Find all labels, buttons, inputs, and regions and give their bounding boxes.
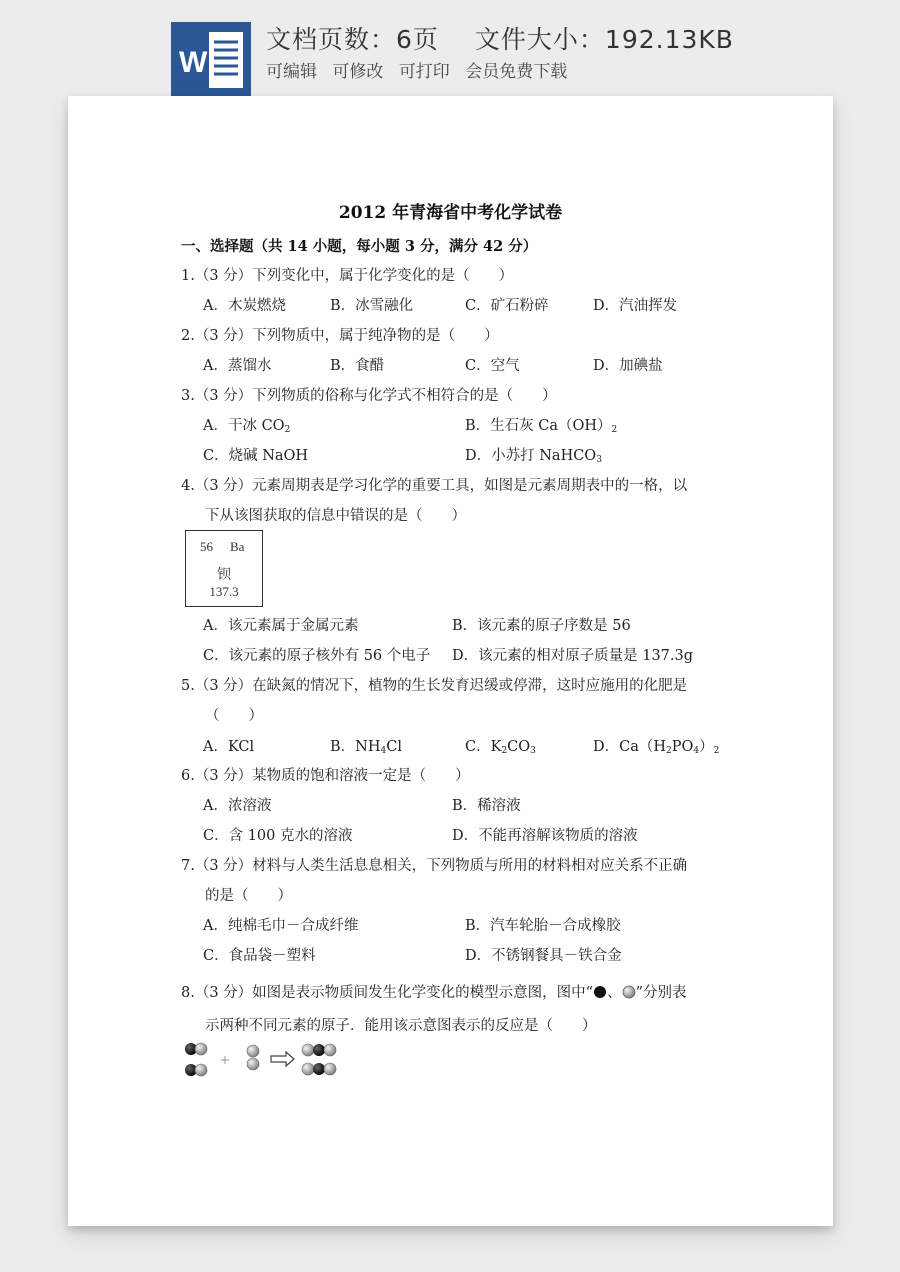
- question-3-option-d: D．小苏打 NaHCO$_3$: [465, 448, 602, 465]
- document-info-header: [0, 0, 900, 96]
- product-molecules: [302, 1044, 336, 1075]
- feature-editable: 可编辑: [266, 62, 317, 82]
- question-5-option-b: B．$NH_4Cl$: [330, 739, 402, 756]
- periodic-table-cell: [185, 530, 263, 607]
- reactant-molecule-1: [185, 1043, 207, 1076]
- question-3-option-b: B．生石灰 $Ca(OH)_2$: [465, 418, 618, 435]
- question-6-option-a: A．浓溶液: [203, 798, 272, 814]
- question-8-stem-cont: 示两种不同元素的原子．能用该示意图表示的反应是（ ）: [205, 1018, 597, 1034]
- word-icon-letter: W: [179, 46, 208, 79]
- question-6-stem: 6.（3 分）某物质的饱和溶液一定是（ ）: [181, 768, 470, 784]
- question-4-option-b: B．该元素的原子序数是 56: [452, 618, 631, 634]
- question-5-option-a: A．KCl: [203, 739, 255, 755]
- question-7-option-a: A．纯棉毛巾－合成纤维: [203, 918, 359, 934]
- question-4-option-c: C．该元素的原子核外有 56 个电子: [203, 648, 431, 664]
- question-2-option-c: C．空气: [465, 358, 520, 374]
- question-1-option-d: D．汽油挥发: [593, 298, 678, 314]
- question-2-option-d: D．加碘盐: [593, 358, 663, 374]
- question-4-option-a: A．该元素属于金属元素: [203, 618, 359, 634]
- document-features: [266, 57, 577, 82]
- question-8-stem: 8.（3 分）如图是表示物质间发生化学变化的模型示意图，图中“ 、 ”分别表: [181, 985, 687, 1001]
- question-7-option-c: C．食品袋－塑料: [203, 948, 316, 964]
- question-6-option-d: D．不能再溶解该物质的溶液: [452, 828, 638, 844]
- feature-free-download: 会员免费下载: [465, 62, 568, 82]
- document-page: [68, 96, 833, 1226]
- question-7-stem: 7.（3 分）材料与人类生活息息相关，下列物质与所用的材料相对应关系不正确: [181, 858, 688, 874]
- question-7-stem-cont: 的是（ ）: [205, 888, 292, 904]
- question-5-stem: 5.（3 分）在缺氮的情况下，植物的生长发育迟缓或停滞，这时应施用的化肥是: [181, 678, 688, 694]
- question-5-option-d: D．$Ca(H_2PO_4)_2$: [593, 739, 720, 756]
- question-4-stem-cont: 下从该图获取的信息中错误的是（ ）: [205, 508, 466, 524]
- question-2-stem: 2.（3 分）下列物质中，属于纯净物的是（ ）: [181, 328, 499, 344]
- atomic-mass: 137.3: [209, 584, 239, 599]
- question-3-option-c: C．烧碱 NaOH: [203, 448, 309, 464]
- document-meta-line: [266, 20, 734, 56]
- question-5-option-c: C．$K_2CO_3$: [465, 739, 536, 756]
- reaction-model-diagram: [183, 1042, 353, 1082]
- reactant-molecule-2: [247, 1045, 259, 1070]
- black-atom-icon: [593, 985, 607, 999]
- question-6-option-c: C．含 100 克水的溶液: [203, 828, 353, 844]
- question-1-stem: 1.（3 分）下列变化中，属于化学变化的是（ ）: [181, 268, 514, 284]
- feature-modifiable: 可修改: [332, 62, 384, 82]
- plus-sign: [221, 1056, 229, 1064]
- element-symbol: Ba: [230, 539, 245, 554]
- question-7-option-b: B．汽车轮胎－合成橡胶: [465, 918, 621, 934]
- question-4-stem: 4.（3 分）元素周期表是学习化学的重要工具，如图是元素周期表中的一格，以: [181, 478, 688, 494]
- question-2-option-a: A．蒸馏水: [203, 358, 272, 374]
- question-1-option-a: A．木炭燃烧: [203, 298, 286, 314]
- question-2-option-b: B．食醋: [330, 358, 385, 374]
- question-3-option-a: A．干冰 $CO_2$: [203, 418, 291, 435]
- element-name: 钡: [217, 568, 231, 583]
- gray-atom-icon: [622, 985, 636, 999]
- feature-printable: 可打印: [398, 62, 450, 82]
- exam-title: 2012 年青海省中考化学试卷: [338, 203, 563, 223]
- word-document-icon: [171, 22, 251, 96]
- section-heading: 一、选择题（共 14 小题，每小题 3 分，满分 42 分）: [181, 238, 538, 255]
- question-6-option-b: B．稀溶液: [452, 798, 521, 814]
- question-1-option-b: B．冰雪融化: [330, 298, 414, 314]
- question-5-stem-cont: （ ）: [205, 708, 263, 724]
- question-7-option-d: D．不锈钢餐具－铁合金: [465, 948, 622, 964]
- question-3-stem: 3.（3 分）下列物质的俗称与化学式不相符合的是（ ）: [181, 388, 557, 404]
- reaction-arrow-icon: [271, 1052, 294, 1066]
- question-1-option-c: C．矿石粉碎: [465, 298, 549, 314]
- file-size: 文件大小：192.13KB: [474, 25, 734, 54]
- page-count: 文档页数：6页: [266, 25, 439, 54]
- atomic-number: 56: [200, 539, 213, 554]
- question-4-option-d: D．该元素的相对原子质量是 137.3g: [452, 648, 694, 664]
